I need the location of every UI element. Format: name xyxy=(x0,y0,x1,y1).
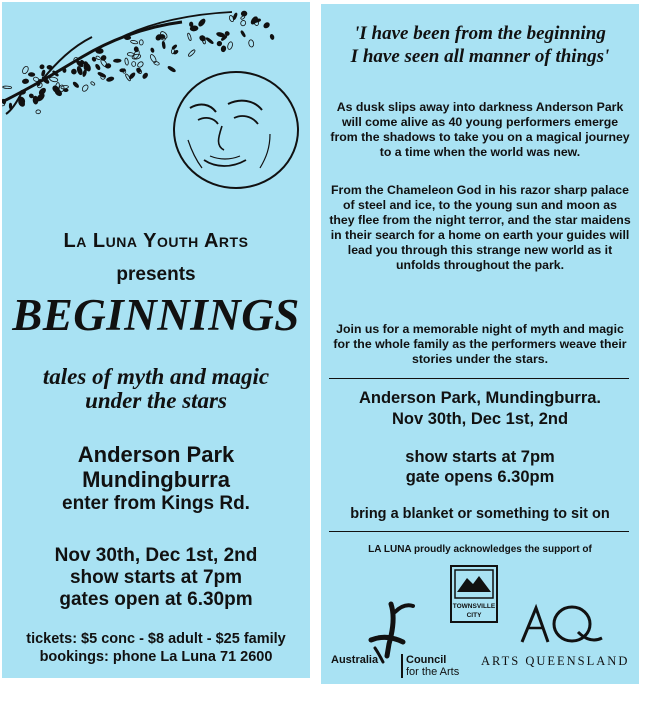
subtitle-line-2: under the stars xyxy=(85,388,227,413)
leaf xyxy=(128,72,136,80)
booking-phone: bookings: phone La Luna 71 2600 xyxy=(39,649,273,665)
opening-quote xyxy=(321,22,639,68)
council-name-part-1: Australia xyxy=(331,654,379,666)
leaf xyxy=(263,22,271,29)
times xyxy=(321,447,639,487)
leaf xyxy=(124,36,130,40)
council-name-part-2 xyxy=(401,654,459,678)
leaf xyxy=(162,41,166,49)
leaf xyxy=(47,65,53,70)
blanket-note: bring a blanket or something to sit on xyxy=(350,506,610,522)
leaf xyxy=(188,49,196,57)
arts-queensland-label: ARTS QUEENSLAND xyxy=(481,654,630,668)
leaf xyxy=(187,33,192,41)
leaf xyxy=(19,89,26,95)
venue-and-dates xyxy=(321,388,639,430)
leaf xyxy=(72,81,79,88)
leaf xyxy=(139,40,143,45)
leaf xyxy=(130,40,138,45)
description-paragraph-1: As dusk slips away into darkness Anderson Park will come alive as 40 young performers emerge from the shadows to take you on a magical journey to a time when the world was new. xyxy=(330,100,630,159)
ticket-info xyxy=(2,630,310,666)
leaf xyxy=(113,59,121,62)
arts-queensland-logo xyxy=(516,602,606,647)
leaf xyxy=(153,61,160,66)
leaf xyxy=(132,62,136,67)
leaf xyxy=(240,20,247,27)
leaf xyxy=(198,18,207,27)
leaf xyxy=(33,96,38,104)
leaf xyxy=(81,84,89,92)
dates-line: Nov 30th, Dec 1st, 2nd xyxy=(391,410,569,428)
leaf xyxy=(124,58,128,66)
leaf xyxy=(240,15,245,20)
dates-and-times xyxy=(2,545,310,611)
leaf xyxy=(132,54,142,60)
leaf xyxy=(39,64,45,70)
leaf xyxy=(3,86,12,89)
townsville-label: TOWNSVILLE xyxy=(452,603,496,610)
leaf xyxy=(36,110,41,114)
divider xyxy=(329,378,629,379)
show-time: show starts at 7pm xyxy=(69,567,243,588)
ticket-prices: tickets: $5 conc - $8 adult - $25 family xyxy=(26,631,286,647)
leaf xyxy=(248,39,254,47)
left-flyer-panel xyxy=(2,2,310,678)
subtitle-line-1: tales of myth and magic xyxy=(42,364,270,389)
leaf xyxy=(90,81,95,86)
leaf xyxy=(173,50,179,55)
leaf xyxy=(28,73,35,77)
city-label: CITY xyxy=(466,612,482,619)
leaf xyxy=(137,68,141,73)
description-paragraph-2: From the Chameleon God in his razor sharp palace of steel and ice, to the young sun and moon as they flee from the night terror, and the star maidens in their search for a home on earth your guides will lead you through this strange new world as it unfolds throughout the park. xyxy=(329,183,631,272)
leaf xyxy=(172,44,178,50)
show-time: show starts at 7pm xyxy=(405,448,555,466)
council-word: Council xyxy=(406,654,447,666)
right-flyer-panel xyxy=(321,4,639,684)
leaf xyxy=(22,79,29,84)
leaf xyxy=(227,41,233,50)
leaf xyxy=(150,48,154,53)
quote-line-2: I have seen all manner of things' xyxy=(350,46,610,67)
leaf xyxy=(71,68,77,74)
leaf xyxy=(97,72,106,78)
description-paragraph-3: Join us for a memorable night of myth and magic for the whole family as the performers weave their stories under the stars. xyxy=(333,322,627,366)
organisation-name: La Luna Youth Arts xyxy=(63,230,249,252)
divider xyxy=(329,531,629,532)
leaf xyxy=(206,37,214,44)
leaf xyxy=(142,72,149,79)
leaf xyxy=(250,16,259,25)
leaf xyxy=(149,54,157,64)
venue-line: Anderson Park, Mundingburra. xyxy=(358,389,602,407)
quote-line-1: 'I have been from the beginning xyxy=(354,23,606,44)
venue-name xyxy=(2,442,310,492)
leaf xyxy=(270,34,275,40)
presents-label: presents xyxy=(116,264,196,285)
event-dates: Nov 30th, Dec 1st, 2nd xyxy=(54,545,258,566)
event-subtitle xyxy=(2,365,310,413)
leaf xyxy=(189,22,192,27)
sponsor-acknowledgement: LA LUNA proudly acknowledges the support of xyxy=(368,544,592,555)
leaf xyxy=(240,30,246,37)
council-for-arts: for the Arts xyxy=(406,666,460,678)
leaf xyxy=(106,76,114,82)
leaf xyxy=(9,103,11,109)
venue-line-2: Mundingburra xyxy=(82,467,230,492)
event-title: BEGINNINGS xyxy=(12,290,300,340)
leaf xyxy=(21,65,29,74)
leaf xyxy=(95,48,103,54)
leaf xyxy=(49,76,58,82)
leaf xyxy=(216,40,222,46)
townsville-city-logo xyxy=(449,564,499,624)
leaf xyxy=(137,61,145,69)
venue-line-1: Anderson Park xyxy=(77,442,235,467)
leaf xyxy=(95,64,101,71)
venue-entry: enter from Kings Rd. xyxy=(62,493,250,514)
leaf xyxy=(63,68,66,72)
gates-time: gates open at 6.30pm xyxy=(59,589,253,610)
leaf xyxy=(221,45,227,52)
gate-time: gate opens 6.30pm xyxy=(405,468,555,486)
leaf xyxy=(105,63,111,68)
moon-face-illustration xyxy=(170,68,304,192)
leaf xyxy=(37,79,42,86)
leaf xyxy=(134,46,139,52)
